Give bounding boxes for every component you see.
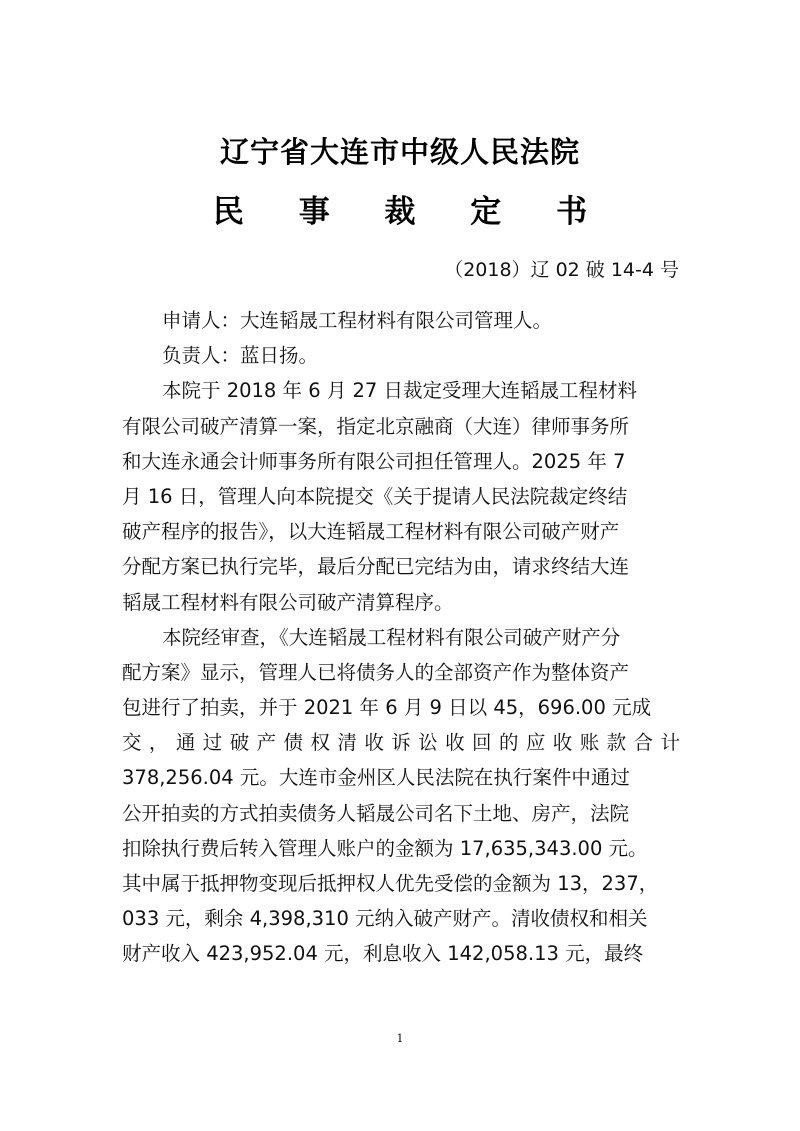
paragraph-line: 其中属于抵押物变现后抵押权人优先受偿的金额为 13，237， (122, 872, 659, 895)
paragraph-line: 扣除执行费后转入管理人账户的金额为 17,635,343.00 元。 (122, 836, 648, 860)
paragraph-line: 交，通过破产债权清收诉讼收回的应收账款合计 (122, 731, 680, 755)
paragraph-line: 财产收入 423,952.04 元，利息收入 142,058.13 元，最终 (122, 942, 644, 966)
paragraph-line: 378,256.04 元。大连市金州区人民法院在执行案件中通过 (122, 766, 630, 790)
applicant-line: 申请人：大连韬晟工程材料有限公司管理人。 (162, 309, 553, 332)
document-type-heading: 民 事 裁 定 书 (212, 194, 610, 230)
paragraph-line: 月 16 日，管理人向本院提交《关于提请人民法院裁定终结 (122, 484, 628, 508)
paragraph-line: 本院于 2018 年 6 月 27 日裁定受理大连韬晟工程材料 (162, 379, 638, 403)
paragraph-line: 公开拍卖的方式拍卖债务人韬晟公司名下土地、房产，法院 (122, 801, 630, 825)
paragraph-line: 破产程序的报告》，以大连韬晟工程材料有限公司破产财产 (122, 520, 620, 544)
paragraph-line: 033 元，剩余 4,398,310 元纳入破产财产。清收债权和相关 (122, 907, 648, 931)
case-number: （2018）辽 02 破 14-4 号 (444, 259, 679, 281)
paragraph-line: 配方案》显示，管理人已将债务人的全部资产作为整体资产 (122, 660, 630, 684)
paragraph-line: 韬晟工程材料有限公司破产清算程序。 (122, 590, 454, 614)
paragraph-line: 和大连永通会计师事务所有限公司担任管理人。2025 年 7 (122, 449, 626, 473)
paragraph-line: 分配方案已执行完毕，最后分配已完结为由，请求终结大连 (122, 555, 630, 579)
court-name-heading: 辽宁省大连市中级人民法院 (219, 135, 580, 169)
page-number: 1 (396, 1032, 404, 1045)
paragraph-line: 包进行了拍卖，并于 2021 年 6 月 9 日以 45，696.00 元成 (122, 696, 652, 720)
ruling-body (122, 303, 680, 972)
paragraph-line: 本院经审查，《大连韬晟工程材料有限公司破产财产分 (162, 625, 621, 649)
paragraph-line: 有限公司破产清算一案，指定北京融商（大连）律师事务所 (122, 414, 630, 438)
responsible-person-line: 负责人：蓝日扬。 (162, 344, 319, 368)
